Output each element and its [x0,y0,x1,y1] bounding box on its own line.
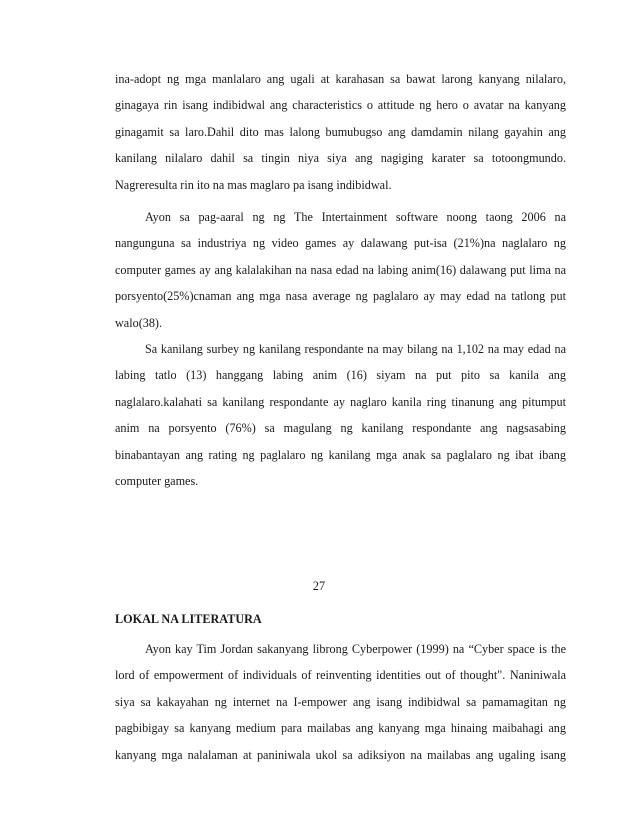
text-line: anim na porsyento (76%) sa magulang ng kanilang respondante ang nagsasabing [115,421,566,436]
section-heading: LOKAL NA LITERATURA [115,612,262,626]
text-line: kanilang nilalaro dahil sa tingin niya siya ang nagiging karater sa totoongmundo. [115,151,566,166]
text-line: nangunguna sa industriya ng video games ay dalawang put-isa (21%)na naglalaro ng [115,236,566,251]
text-line: Ayon kay Tim Jordan sakanyang librong Cyberpower (1999) na “Cyber space is the [145,642,566,656]
text-line: pagbibigay sa kanyang medium para mailabas ang kanyang mga hinaing maibahagi ang [115,721,566,736]
text-line: binabantayan ang rating ng paglalaro ng kanilang mga anak sa paglalaro ng ibat ibang [115,447,566,462]
text-line: kanyang mga nalalaman at paniniwala ukol sa adiksiyon na mailabas ang ugaling isang [115,747,566,762]
text-line: porsyento(25%)cnaman ang mga nasa average ng paglalaro ay may edad na tatlong put [115,289,566,304]
text-line: computer games. [115,473,199,488]
text-line: ginagaya rin isang indibidwal ang characteristics o attitude ng hero o avatar na kanyang [115,98,566,113]
paragraph-game-imitation [115,66,566,198]
paragraph-survey [115,336,566,494]
text-line: computer games ay ang kalalakihan na nasa edad na labing anim(16) dalawang put lima na [115,262,566,277]
text-line: walo(38). [115,315,163,330]
text-line: Nagreresulta rin ito na mas maglaro pa isang indibidwal. [115,177,392,192]
text-line: siya sa kakayahan ng internet na I-empower ang isang indibidwal sa pamamagitan ng [115,694,566,709]
page-number: 27 [312,579,326,593]
text-line: labing tatlo (13) hanggang labing anim (16) siyam na put pito sa kanila ang [115,368,566,383]
text-line: ginagamit sa laro.Dahil dito mas lalong bumubugso ang damdamin nilang gayahin ang [115,124,566,139]
text-line: Sa kanilang surbey ng kanilang respondante na may bilang na 1,102 na may edad na [145,342,566,356]
paragraph-tim-jordan [115,636,566,768]
text-line: lord of empowerment of individuals of reinventing identities out of thought". Naniniwala [115,668,566,683]
text-line: naglalaro.kalahati sa kanilang respondante ay naglaro kanila ring tinanung ang pitumput [115,394,566,409]
text-line: ina-adopt ng mga manlalaro ang ugali at karahasan sa bawat larong kanyang nilalaro, [115,72,566,86]
text-line: Ayon sa pag-aaral ng ng The Intertainment software noong taong 2006 na [145,210,566,224]
paragraph-esa-study [115,204,566,336]
